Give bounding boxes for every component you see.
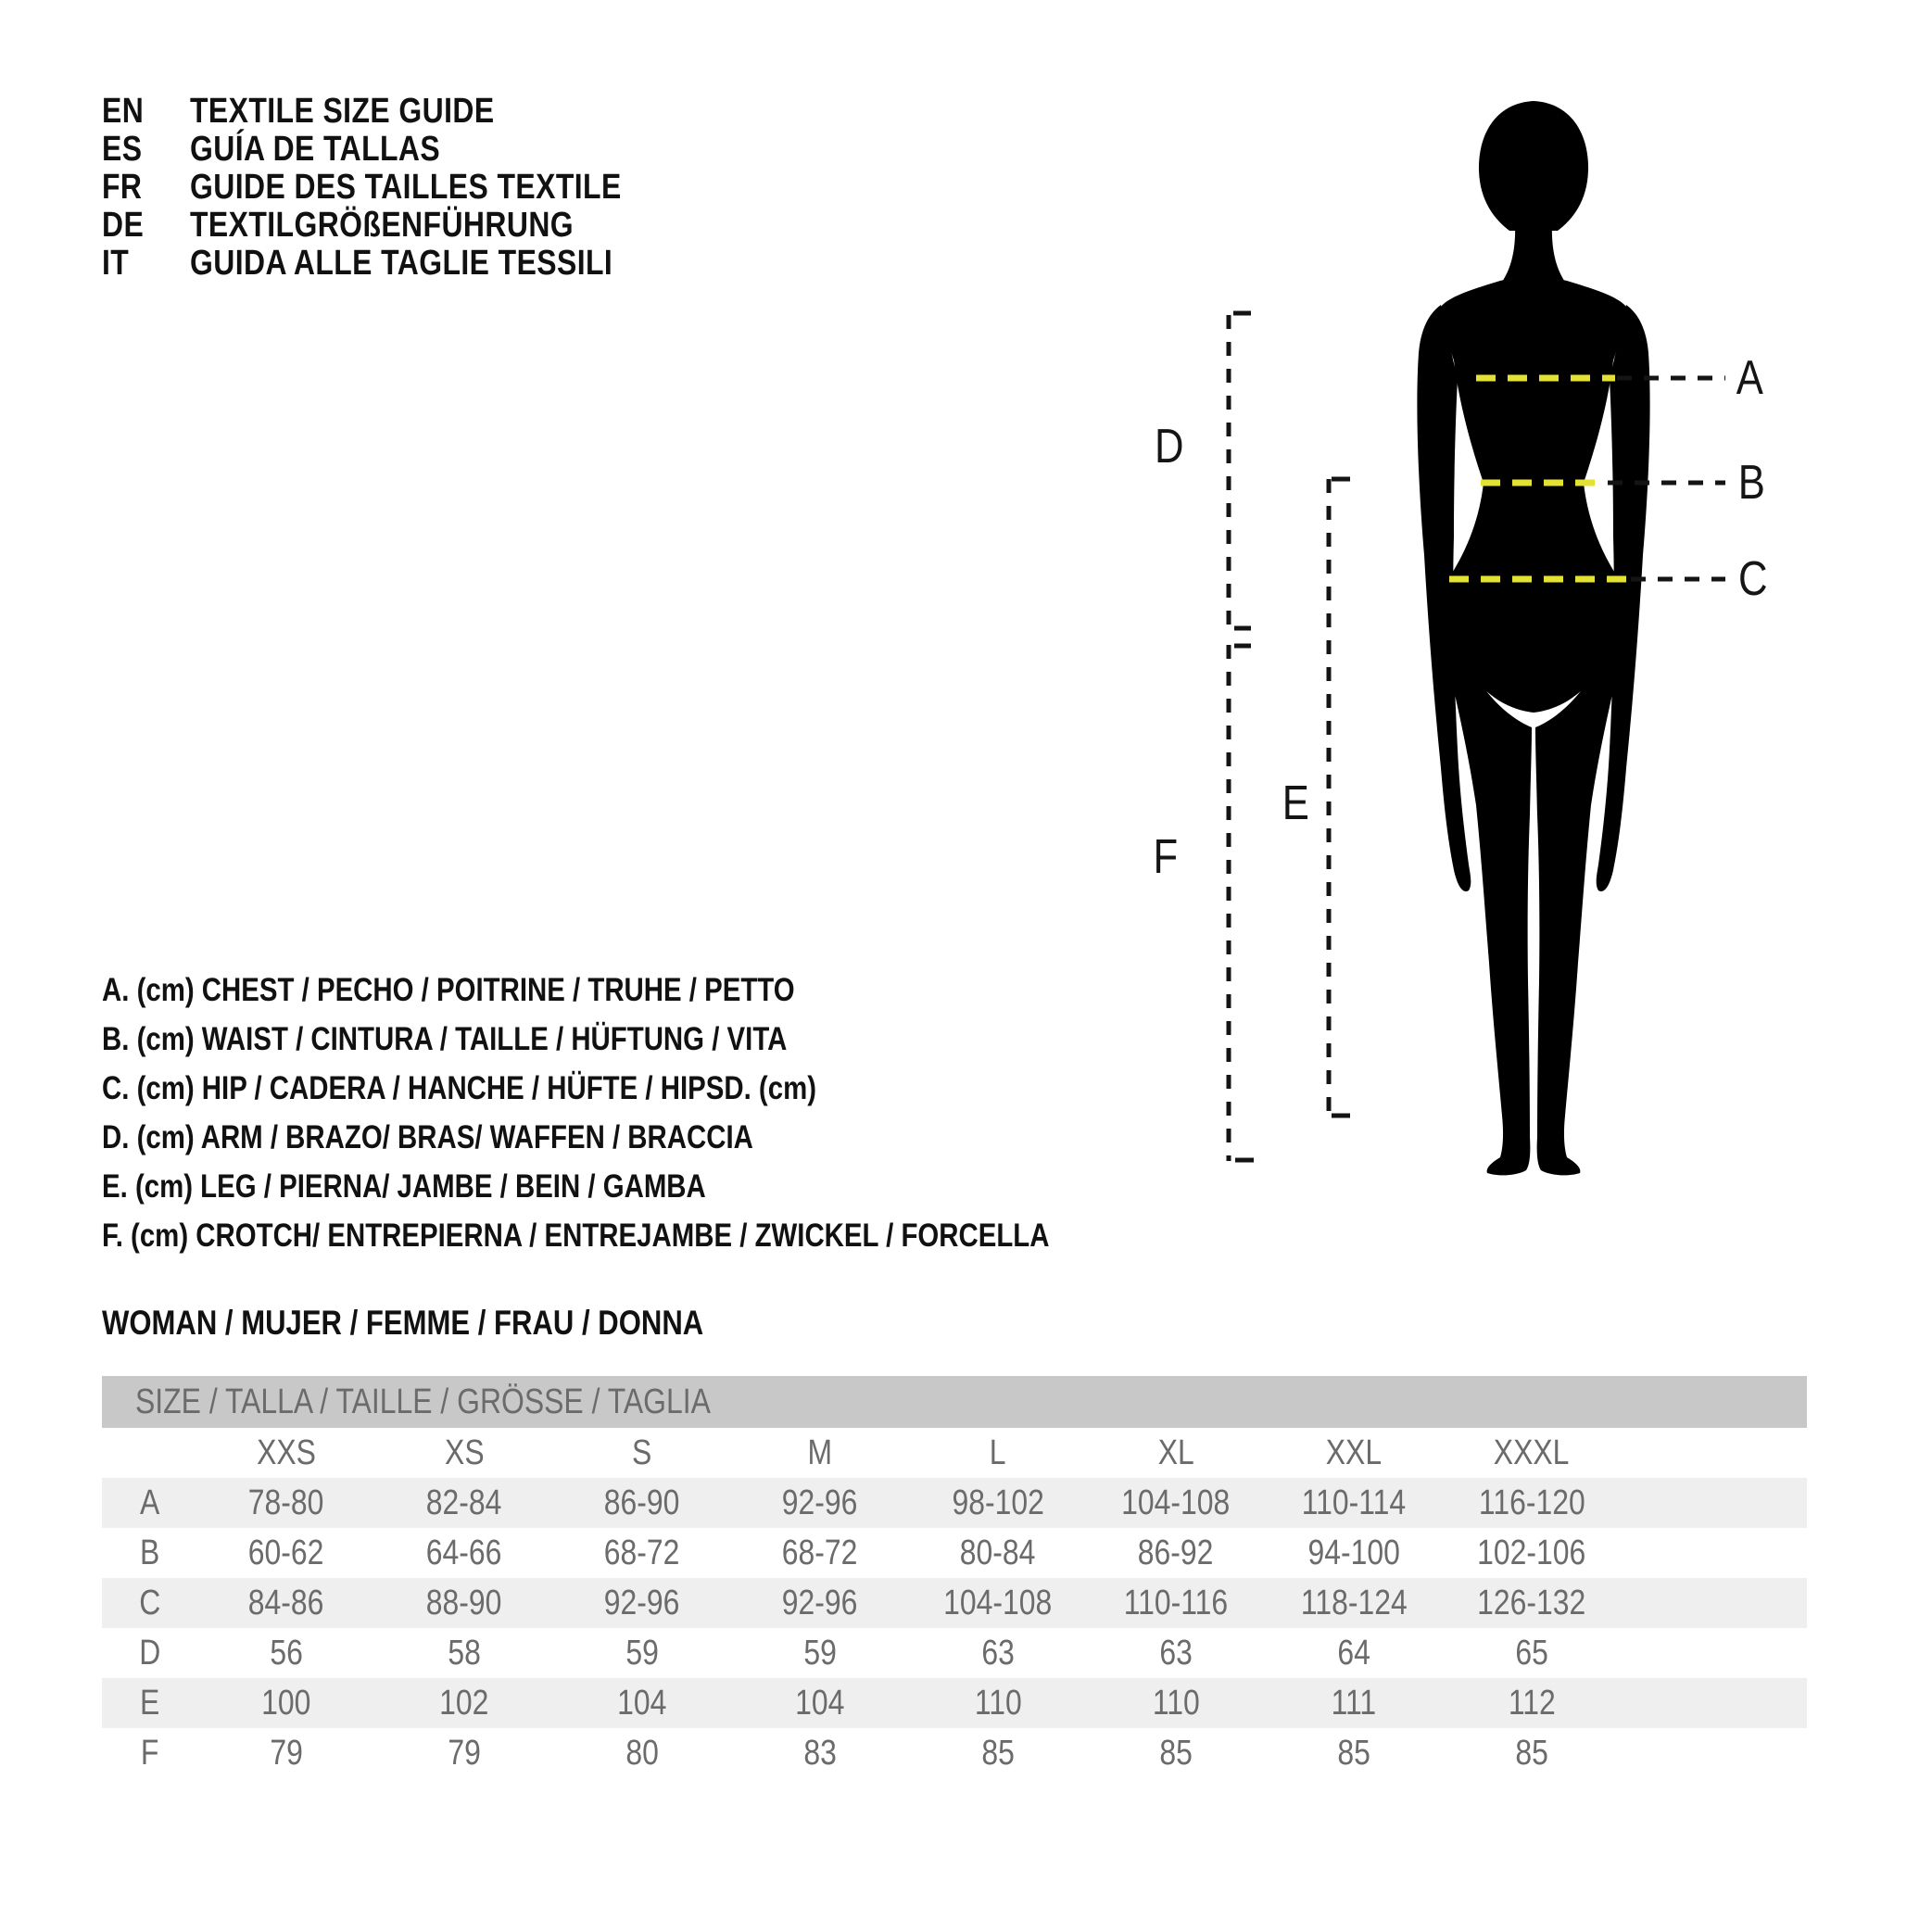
language-code-text: FR (102, 168, 143, 207)
language-title-text: GUÍA DE TALLAS (190, 130, 441, 169)
language-title-text: GUIDE DES TAILLES TEXTILE (190, 168, 622, 207)
cell-text: 110-116 (1123, 1583, 1229, 1622)
language-title (190, 207, 647, 245)
legend-line-leg-text: E. (cm) LEG / PIERNA/ JAMBE / BEIN / GAMBA (102, 1168, 706, 1205)
table-row-a (102, 1478, 1807, 1528)
legend-line-crotch (102, 1211, 1230, 1260)
cell-text: 118-124 (1300, 1583, 1408, 1622)
table-cell (1265, 1684, 1443, 1723)
table-row-b (102, 1528, 1807, 1578)
cell-text: 102 (439, 1683, 489, 1723)
language-title (190, 131, 488, 169)
size-col-xxs-text: XXS (257, 1432, 316, 1472)
legend-line-hip-text: C. (cm) HIP / CADERA / HANCHE / HÜFTE / HIPSD. (cm) (102, 1070, 817, 1106)
cell-text: 102-106 (1477, 1533, 1586, 1572)
table-cell (375, 1533, 553, 1573)
legend-line-hip (102, 1064, 1230, 1113)
legend-line-chest-text: A. (cm) CHEST / PECHO / POITRINE / TRUHE / PETTO (102, 972, 795, 1008)
table-cell (1443, 1634, 1621, 1673)
cell-text: 112 (1508, 1683, 1556, 1723)
table-cell (553, 1483, 731, 1523)
language-row (102, 93, 703, 131)
table-cell (375, 1483, 553, 1523)
leg-label-e (1266, 776, 1325, 831)
table-cell (1443, 1533, 1621, 1573)
cell-text: 110 (1152, 1683, 1200, 1723)
table-cell (1087, 1734, 1265, 1773)
table-cell (197, 1684, 375, 1723)
size-header-row (102, 1428, 1807, 1478)
table-cell (1443, 1483, 1621, 1523)
row-label (102, 1584, 197, 1623)
woman-silhouette (1395, 101, 1673, 1176)
legend-line-waist (102, 1015, 1230, 1064)
language-code (102, 131, 190, 169)
table-cell (1265, 1584, 1443, 1623)
table-cell (731, 1634, 909, 1673)
size-col-m (731, 1433, 909, 1473)
table-cell (553, 1634, 731, 1673)
cell-text: 60-62 (248, 1533, 324, 1572)
legend-line-waist-text: B. (cm) WAIST / CINTURA / TAILLE / HÜFTUNG / VITA (102, 1021, 788, 1057)
table-cell (375, 1684, 553, 1723)
row-label (102, 1684, 197, 1723)
table-cell (375, 1634, 553, 1673)
silhouette-neck (1500, 224, 1567, 284)
cell-text: 59 (803, 1633, 837, 1672)
cell-text: 85 (981, 1733, 1015, 1773)
table-cell (1087, 1533, 1265, 1573)
language-code (102, 93, 190, 131)
table-cell (731, 1734, 909, 1773)
table-cell (909, 1734, 1087, 1773)
cell-text: 79 (270, 1733, 303, 1773)
gender-heading (102, 1302, 818, 1344)
silhouette-head (1479, 101, 1588, 231)
row-label-text: F (140, 1733, 159, 1773)
cell-text: 68-72 (782, 1533, 858, 1572)
cell-text: 86-92 (1138, 1533, 1214, 1572)
table-row-d (102, 1628, 1807, 1678)
table-row-c (102, 1578, 1807, 1628)
table-cell (375, 1584, 553, 1623)
cell-text: 116-120 (1478, 1483, 1585, 1522)
legend-line-leg (102, 1162, 1230, 1211)
table-cell (553, 1734, 731, 1773)
table-row-e (102, 1678, 1807, 1728)
table-cell (197, 1533, 375, 1573)
crotch-label-f-text: F (1153, 830, 1179, 884)
language-code (102, 169, 190, 207)
cell-text: 63 (1159, 1633, 1193, 1672)
size-col-xl (1087, 1433, 1265, 1473)
language-code-text: EN (102, 92, 145, 131)
table-cell (731, 1684, 909, 1723)
table-cell (197, 1634, 375, 1673)
cell-text: 65 (1515, 1633, 1548, 1672)
measurement-legend (102, 966, 1230, 1260)
size-col-xs-text: XS (444, 1432, 485, 1472)
table-cell (553, 1584, 731, 1623)
cell-text: 83 (803, 1733, 837, 1773)
cell-text: 59 (625, 1633, 659, 1672)
row-label (102, 1483, 197, 1523)
cell-text: 110 (974, 1683, 1022, 1723)
row-label (102, 1533, 197, 1573)
language-code-text: IT (102, 244, 130, 283)
cell-text: 85 (1515, 1733, 1548, 1773)
size-table-header-text: SIZE / TALLA / TAILLE / GRÖSSE / TAGLIA (135, 1382, 711, 1421)
size-col-xxxl (1443, 1433, 1621, 1473)
cell-text: 98-102 (952, 1483, 1044, 1522)
cell-text: 84-86 (248, 1583, 324, 1622)
row-label (102, 1634, 197, 1673)
size-col-xxs (197, 1433, 375, 1473)
table-cell (909, 1483, 1087, 1523)
size-table (102, 1376, 1807, 1778)
size-col-s (553, 1433, 731, 1473)
table-cell (1443, 1734, 1621, 1773)
cell-text: 68-72 (604, 1533, 680, 1572)
table-cell (1265, 1533, 1443, 1573)
table-cell (197, 1584, 375, 1623)
table-cell (731, 1483, 909, 1523)
language-title-text: TEXTILE SIZE GUIDE (190, 92, 495, 131)
language-title (190, 93, 552, 131)
table-cell (197, 1734, 375, 1773)
cell-text: 58 (448, 1633, 481, 1672)
size-col-m-text: M (807, 1432, 833, 1472)
table-cell (1443, 1584, 1621, 1623)
cell-text: 110-114 (1301, 1483, 1407, 1522)
table-cell (375, 1734, 553, 1773)
table-cell (553, 1684, 731, 1723)
cell-text: 94-100 (1307, 1533, 1400, 1572)
cell-text: 85 (1159, 1733, 1193, 1773)
language-row (102, 245, 703, 283)
hip-label-c (1724, 551, 1783, 607)
cell-text: 126-132 (1477, 1583, 1586, 1622)
table-cell (1087, 1684, 1265, 1723)
waist-label-b (1722, 455, 1781, 511)
language-title (190, 169, 703, 207)
table-cell (1087, 1483, 1265, 1523)
language-title-text: GUIDA ALLE TAGLIE TESSILI (190, 244, 613, 283)
cell-text: 64 (1337, 1633, 1370, 1672)
cell-text: 80-84 (960, 1533, 1036, 1572)
chest-label-a (1720, 350, 1779, 406)
cell-text: 92-96 (782, 1583, 858, 1622)
cell-text: 92-96 (604, 1583, 680, 1622)
table-cell (1265, 1634, 1443, 1673)
table-cell (553, 1533, 731, 1573)
cell-text: 86-90 (604, 1483, 680, 1522)
table-row-f (102, 1728, 1807, 1778)
cell-text: 63 (981, 1633, 1015, 1672)
legend-line-arm-text: D. (cm) ARM / BRAZO/ BRAS/ WAFFEN / BRACCIA (102, 1119, 753, 1155)
language-code-text: DE (102, 206, 145, 245)
language-title-list (102, 93, 703, 283)
language-row (102, 169, 703, 207)
row-label-text: A (139, 1483, 160, 1522)
cell-text: 104 (795, 1683, 845, 1723)
silhouette-torso (1441, 277, 1626, 713)
size-col-l-text: L (990, 1432, 1006, 1472)
language-title-text: TEXTILGRÖßENFÜHRUNG (190, 206, 575, 245)
size-col-xl-text: XL (1157, 1432, 1194, 1472)
size-col-xxl (1265, 1433, 1443, 1473)
table-cell (731, 1584, 909, 1623)
arm-label-d (1140, 419, 1199, 474)
arm-label-d-text: D (1155, 420, 1184, 473)
language-row (102, 131, 703, 169)
legend-line-crotch-text: F. (cm) CROTCH/ ENTREPIERNA / ENTREJAMBE / ZWICKEL / FORCELLA (102, 1218, 1050, 1254)
row-label-text: C (138, 1583, 161, 1622)
language-code (102, 245, 190, 283)
cell-text: 64-66 (426, 1533, 502, 1572)
legend-line-chest (102, 966, 1230, 1015)
legend-line-arm (102, 1113, 1230, 1162)
cell-text: 92-96 (782, 1483, 858, 1522)
cell-text: 88-90 (426, 1583, 502, 1622)
chest-label-a-text: A (1736, 351, 1763, 405)
size-col-xs (375, 1433, 553, 1473)
cell-text: 104-108 (1121, 1483, 1231, 1522)
cell-text: 104 (617, 1683, 667, 1723)
table-cell (731, 1533, 909, 1573)
gender-heading-text: WOMAN / MUJER / FEMME / FRAU / DONNA (102, 1304, 704, 1342)
size-table-header-bar (102, 1376, 1807, 1428)
table-cell (909, 1684, 1087, 1723)
row-label-text: B (139, 1533, 160, 1572)
cell-text: 85 (1337, 1733, 1370, 1773)
table-cell (197, 1483, 375, 1523)
language-code-text: ES (102, 130, 143, 169)
cell-text: 104-108 (943, 1583, 1053, 1622)
size-col-s-text: S (632, 1432, 652, 1472)
language-row (102, 207, 703, 245)
language-title (190, 245, 693, 283)
table-cell (1443, 1684, 1621, 1723)
table-cell (1265, 1483, 1443, 1523)
size-col-xxxl-text: XXXL (1494, 1432, 1570, 1472)
table-cell (909, 1634, 1087, 1673)
table-cell (1265, 1734, 1443, 1773)
language-code (102, 207, 190, 245)
crotch-label-f (1136, 829, 1195, 885)
row-label-text: D (138, 1633, 161, 1672)
row-label-text: E (139, 1683, 160, 1723)
cell-text: 79 (448, 1733, 481, 1773)
table-cell (909, 1533, 1087, 1573)
cell-text: 80 (625, 1733, 659, 1773)
cell-text: 111 (1331, 1683, 1377, 1723)
table-cell (1087, 1634, 1265, 1673)
size-col-xxl-text: XXL (1325, 1432, 1383, 1472)
hip-label-c-text: C (1738, 552, 1768, 606)
row-label (102, 1734, 197, 1773)
table-cell (909, 1584, 1087, 1623)
waist-label-b-text: B (1737, 456, 1765, 510)
leg-label-e-text: E (1282, 776, 1309, 830)
size-col-l (909, 1433, 1087, 1473)
cell-text: 56 (270, 1633, 303, 1672)
cell-text: 78-80 (248, 1483, 324, 1522)
cell-text: 100 (261, 1683, 311, 1723)
cell-text: 82-84 (426, 1483, 502, 1522)
table-cell (1087, 1584, 1265, 1623)
